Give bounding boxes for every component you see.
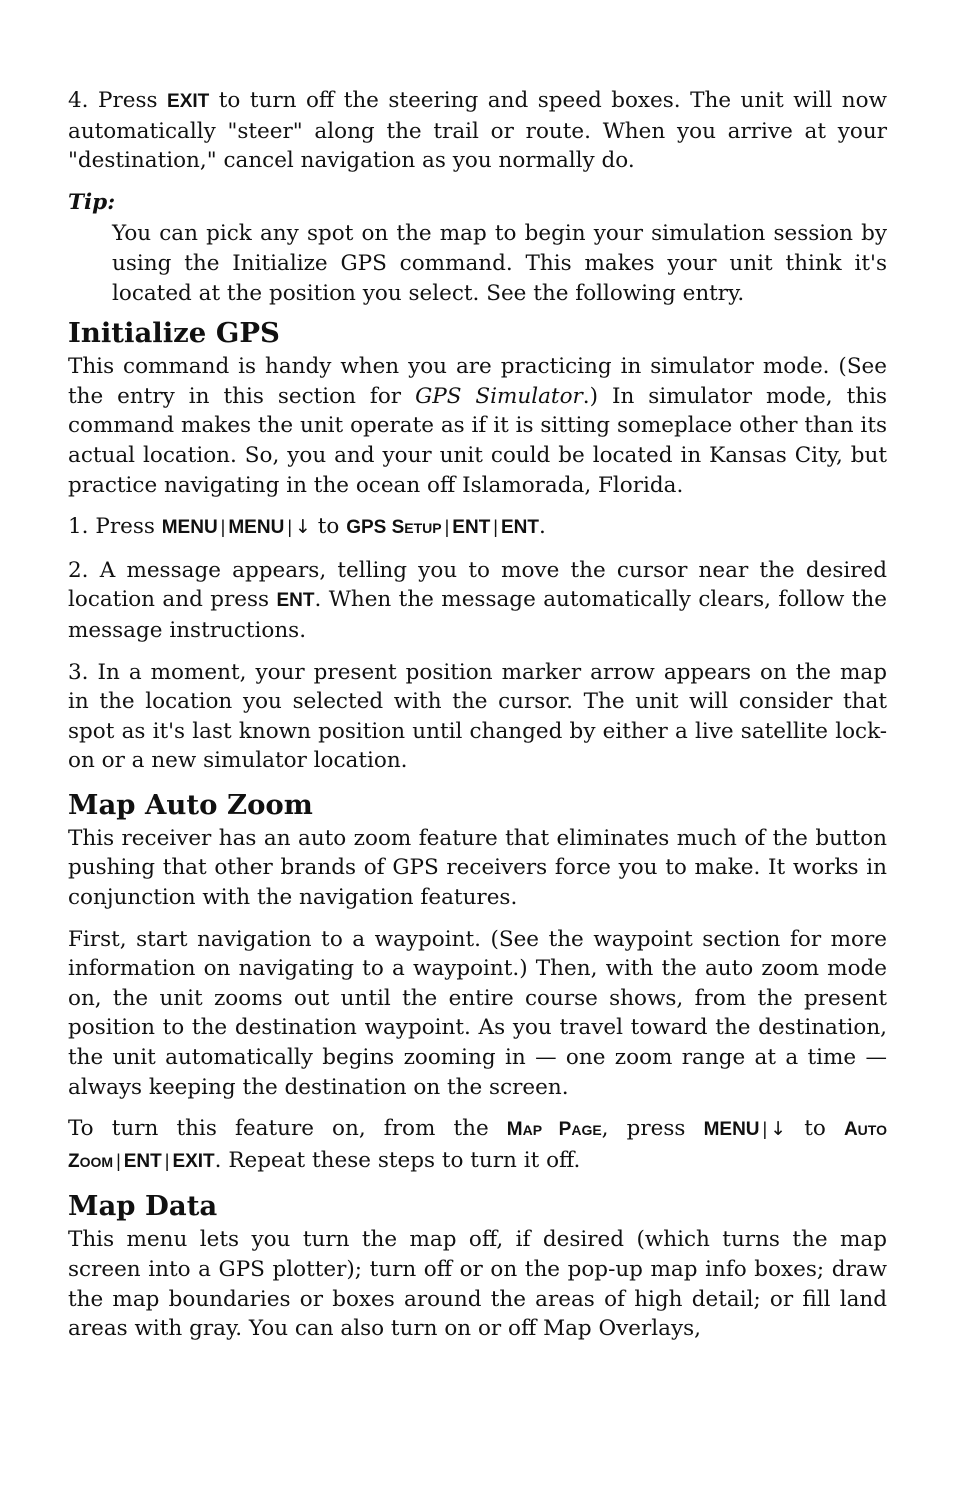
separator: | bbox=[762, 1119, 768, 1140]
initialize-gps-step-3: 3. In a moment, your present position marker arrow appears on the map in the location you selected with the cursor. The unit will consider that spot as it's last known position until changed by either a live satellite lock-on or a new simulator location. bbox=[68, 659, 887, 774]
map-auto-zoom-paragraph-1: This receiver has an auto zoom feature that eliminates much of the button pushing that other brands of GPS receivers force you to make. It works in conjunction with the navigation features. bbox=[68, 825, 887, 911]
separator: | bbox=[493, 517, 498, 538]
ent-key: ENT bbox=[276, 590, 315, 612]
separator: | bbox=[164, 1150, 170, 1171]
menu-key: MENU bbox=[228, 517, 285, 539]
heading-initialize-gps: Initialize GPS bbox=[68, 317, 280, 350]
initialize-gps-step-1: 1. Press MENU | MENU | ↓ to GPS SETUP | ENT | ENT. bbox=[68, 514, 546, 540]
heading-map-auto-zoom: Map Auto Zoom bbox=[68, 788, 313, 821]
separator: | bbox=[444, 517, 450, 538]
ent-key: ENT bbox=[452, 517, 491, 539]
ent-key: ENT bbox=[500, 517, 539, 539]
ent-key: ENT bbox=[123, 1150, 162, 1172]
menu-key: MENU bbox=[161, 517, 218, 539]
down-arrow-icon: ↓ bbox=[770, 1118, 787, 1141]
map-auto-zoom-paragraph-3: To turn this feature on, from the MAP PAGE, press MENU | ↓ to AUTO ZOOM | ENT | EXIT. Repeat these steps to turn it off. bbox=[68, 1116, 887, 1173]
heading-map-data: Map Data bbox=[68, 1190, 218, 1223]
down-arrow-icon: ↓ bbox=[295, 516, 311, 539]
map-data-paragraph-1: This menu lets you turn the map off, if desired (which turns the map screen into a GPS plotter); turn off or on the pop-up map info boxes; draw the map boundaries or boxes around the areas of high detail; or fill land areas with gray. You can also turn on or off Map Overlays, bbox=[68, 1227, 887, 1342]
menu-key: MENU bbox=[703, 1119, 760, 1141]
document-page bbox=[68, 86, 887, 1344]
separator: | bbox=[116, 1150, 121, 1171]
map-page-label: MAP PAGE bbox=[506, 1119, 602, 1141]
exit-key: EXIT bbox=[172, 1150, 215, 1172]
tip-label: Tip: bbox=[68, 189, 116, 215]
separator: | bbox=[220, 517, 226, 538]
map-auto-zoom-paragraph-2: First, start navigation to a waypoint. (See the waypoint section for more information on navigating to a waypoint.) Then, with the auto zoom mode on, the unit zooms out until the entire course shows, from the present position to the destination waypoint. As you travel toward the destination, the unit automatically begins zooming in — one zoom range at a time — always keeping the destination on the screen. bbox=[68, 926, 887, 1100]
initialize-gps-step-2: 2. A message appears, telling you to move the cursor near the desired location and press ENT. When the message automatically clears, follow the message instructions. bbox=[68, 557, 887, 643]
tip-body: You can pick any spot on the map to begin your simulation session by using the Initialize GPS command. This makes your unit think it's located at the position you select. See the following entry. bbox=[112, 221, 887, 306]
separator: | bbox=[287, 517, 292, 538]
auto-zoom-menu-item: AUTO ZOOM bbox=[68, 1119, 887, 1172]
initialize-gps-intro: This command is handy when you are practicing in simulator mode. (See the entry in this section for GPS Simulator.) In simulator mode, this command makes the unit operate as if it is sitting someplace other than its actual location. So, you and your unit could be located in Kansas City, but practice navigating in the ocean off Islamorada, Florida. bbox=[68, 354, 887, 498]
gps-setup-menu-item: GPS SETUP bbox=[346, 517, 442, 539]
step-4-paragraph: 4. Press EXIT to turn off the steering and speed boxes. The unit will now automatically "steer" along the trail or route. When you arrive at your "destination," cancel navigation as you normally do. bbox=[68, 88, 887, 174]
exit-key: EXIT bbox=[167, 91, 210, 112]
